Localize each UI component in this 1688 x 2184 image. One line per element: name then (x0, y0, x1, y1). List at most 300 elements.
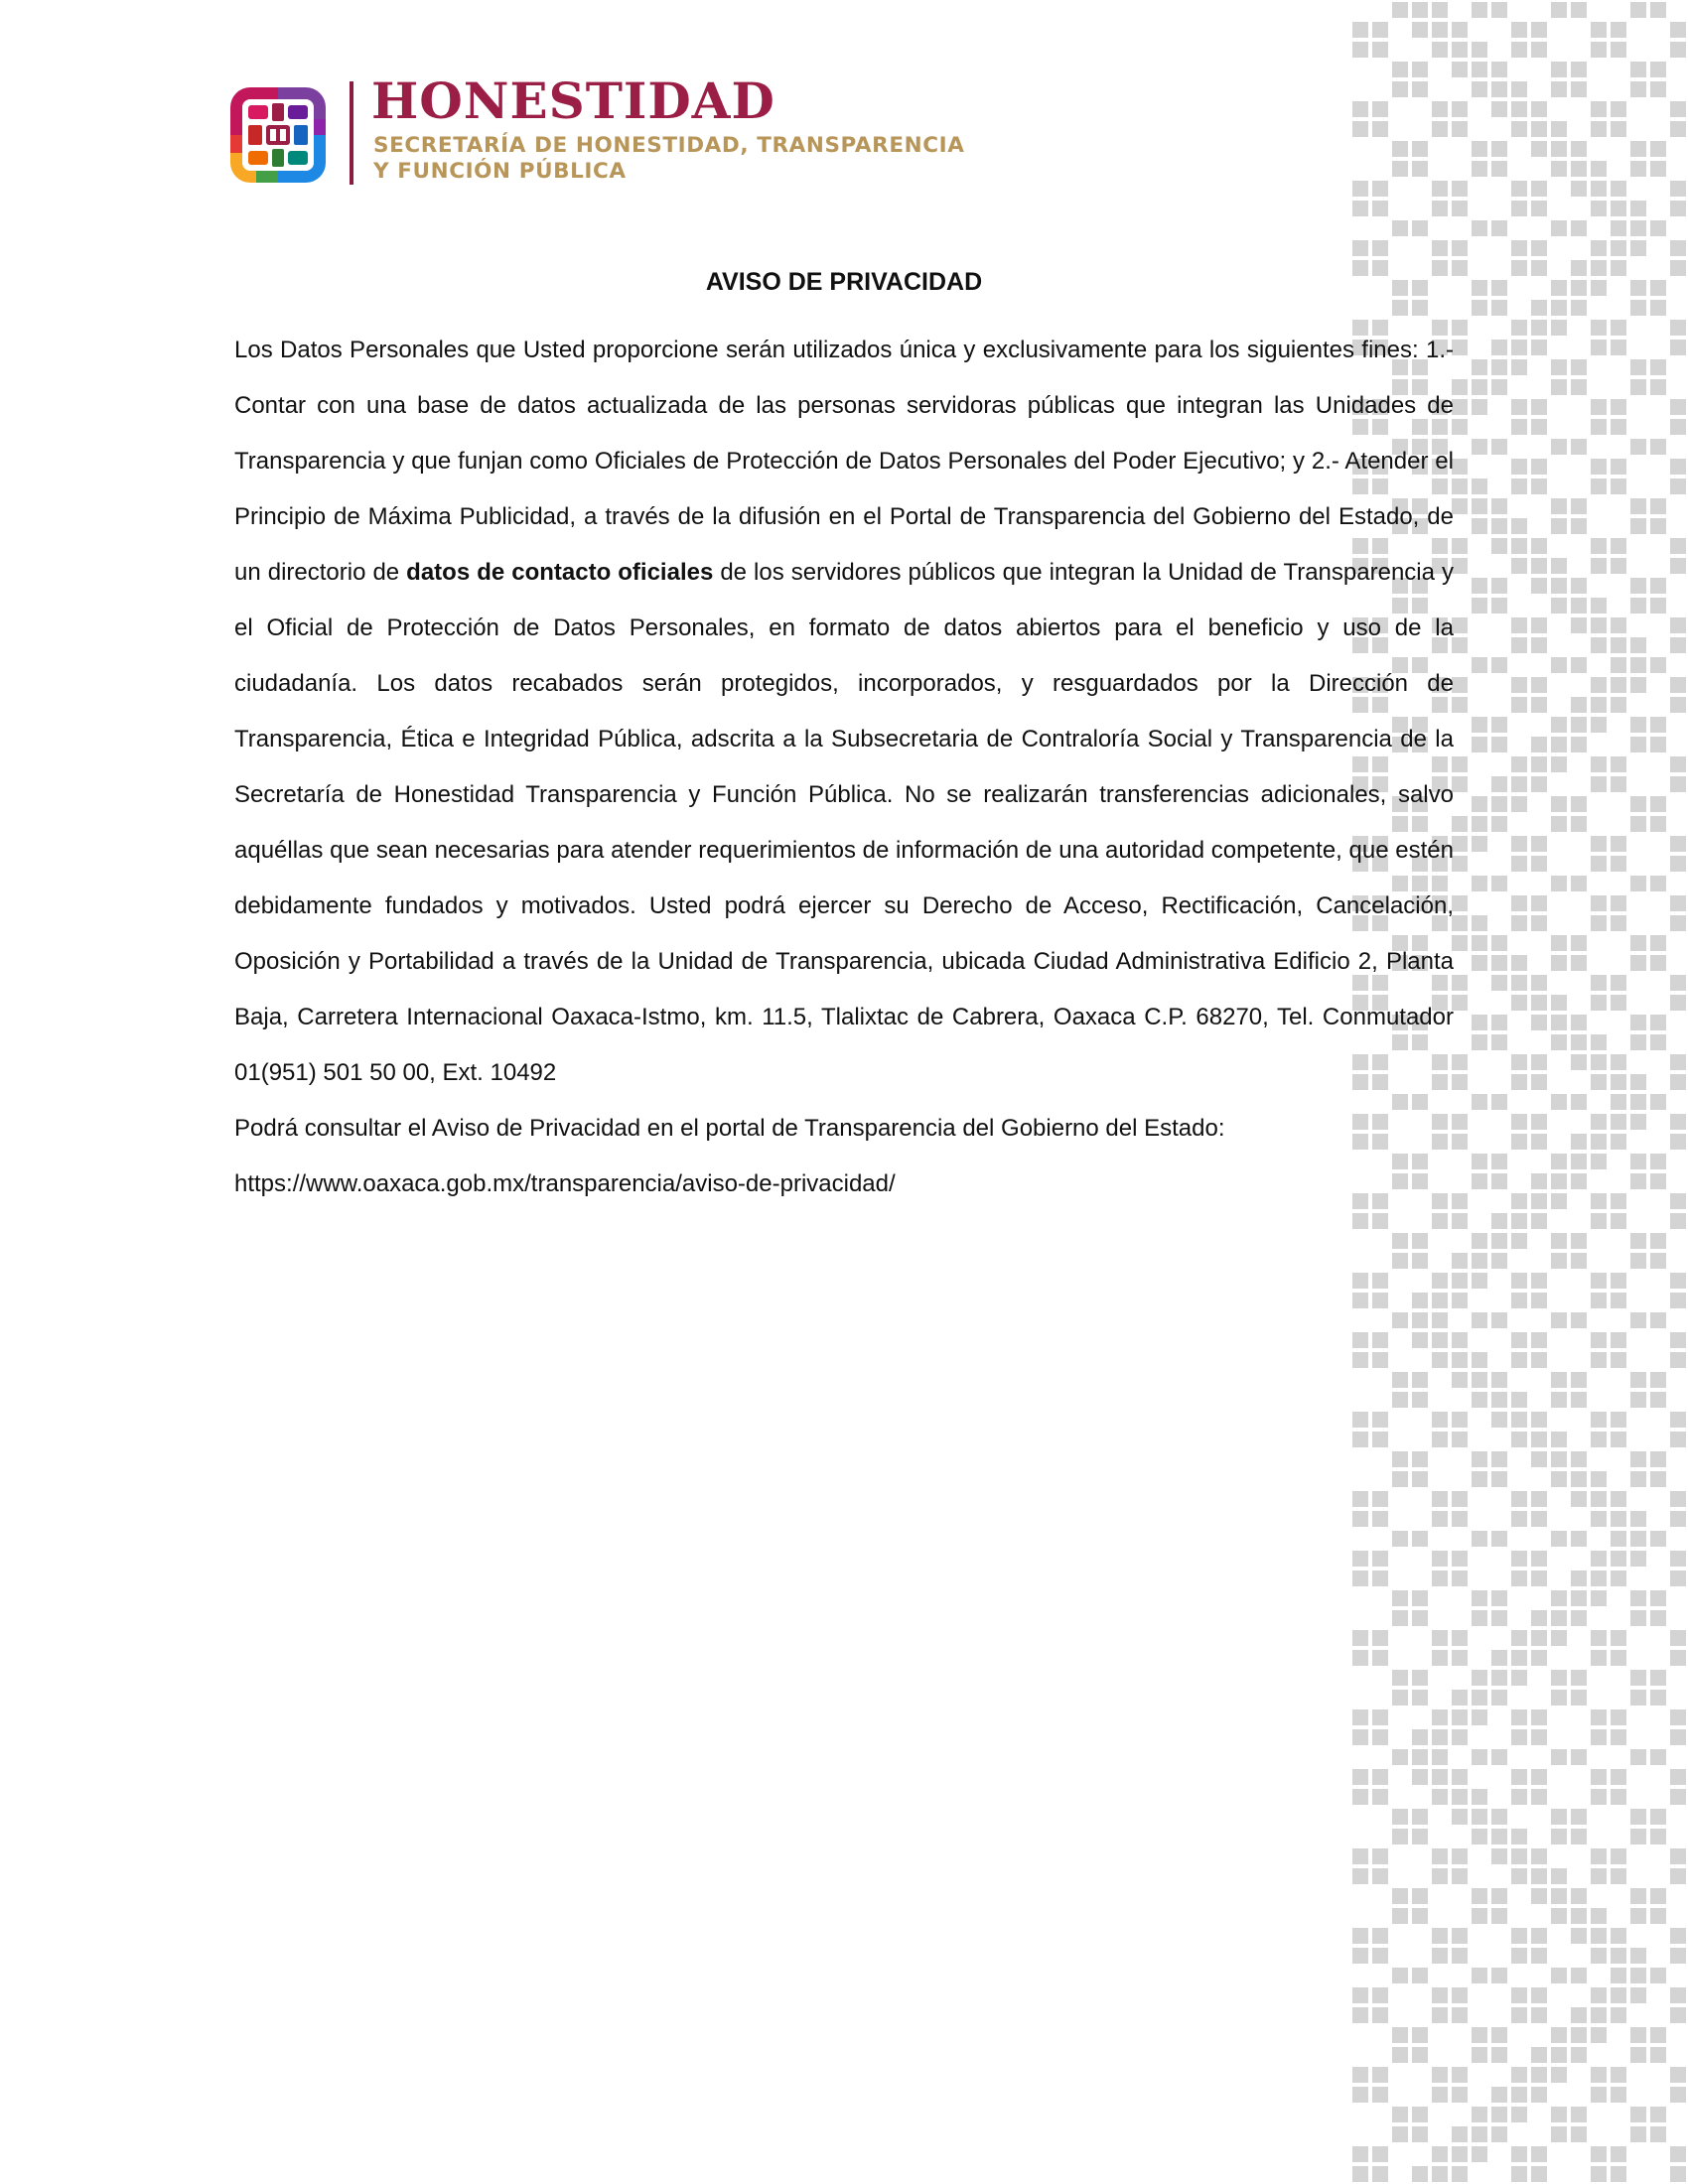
pattern-tile (1531, 121, 1547, 137)
pattern-tile (1511, 260, 1527, 276)
pattern-tile (1412, 2027, 1428, 2043)
pattern-tile (1591, 677, 1607, 693)
pattern-tile (1551, 1451, 1567, 1467)
pattern-tile (1491, 876, 1507, 891)
pattern-tile (1491, 1034, 1507, 1050)
pattern-tile (1452, 1253, 1468, 1269)
pattern-tile (1452, 1193, 1468, 1209)
brand-subtitle-line1: SECRETARÍA DE HONESTIDAD, TRANSPARENCIA (373, 133, 965, 158)
pattern-tile (1511, 1570, 1527, 1586)
pattern-tile (1611, 1293, 1626, 1308)
pattern-tile (1352, 1432, 1368, 1447)
pattern-tile (1491, 340, 1507, 355)
pattern-tile (1372, 1491, 1388, 1507)
pattern-tile (1452, 419, 1468, 435)
pattern-tile (1611, 181, 1626, 197)
pattern-tile (1551, 81, 1567, 97)
pattern-tile (1412, 1392, 1428, 1408)
pattern-tile (1472, 81, 1487, 97)
pattern-tile (1491, 379, 1507, 395)
pattern-tile (1650, 578, 1666, 594)
pattern-tile (1531, 459, 1547, 475)
pattern-tile (1670, 776, 1686, 792)
pattern-tile (1372, 1928, 1388, 1944)
pattern-tile (1670, 1491, 1686, 1507)
pattern-tile (1432, 1491, 1448, 1507)
pattern-tile (1571, 1590, 1587, 1606)
pattern-tile (1670, 419, 1686, 435)
pattern-tile (1491, 2126, 1507, 2142)
pattern-tile (1511, 101, 1527, 117)
pattern-tile (1531, 260, 1547, 276)
pattern-tile (1571, 657, 1587, 673)
pattern-tile (1611, 995, 1626, 1011)
pattern-tile (1511, 1293, 1527, 1308)
pattern-tile (1352, 2007, 1368, 2023)
pattern-tile (1551, 2, 1567, 18)
pattern-tile (1551, 62, 1567, 77)
pattern-tile (1571, 81, 1587, 97)
pattern-tile (1452, 1729, 1468, 1745)
pattern-tile (1650, 1670, 1666, 1686)
pattern-tile (1392, 2107, 1408, 2122)
pattern-tile (1591, 201, 1607, 216)
pattern-tile (1670, 1789, 1686, 1805)
pattern-tile (1591, 1412, 1607, 1428)
institution-header (226, 71, 1021, 189)
pattern-tile (1670, 2146, 1686, 2162)
pattern-tile (1352, 240, 1368, 256)
pattern-tile (1452, 1412, 1468, 1428)
pattern-tile (1412, 2166, 1428, 2182)
pattern-tile (1630, 240, 1646, 256)
pattern-tile (1591, 1590, 1607, 1606)
pattern-tile (1372, 1650, 1388, 1666)
pattern-tile (1591, 915, 1607, 931)
pattern-tile (1670, 1432, 1686, 1447)
pattern-tile (1611, 1193, 1626, 1209)
pattern-tile (1412, 220, 1428, 236)
pattern-tile (1511, 340, 1527, 355)
pattern-tile (1630, 876, 1646, 891)
pattern-tile (1491, 796, 1507, 812)
pattern-tile (1571, 796, 1587, 812)
pattern-tile (1591, 459, 1607, 475)
pattern-tile (1591, 1273, 1607, 1289)
pattern-tile (1511, 1848, 1527, 1864)
pattern-tile (1511, 2007, 1527, 2023)
pattern-tile (1630, 1531, 1646, 1547)
pattern-tile (1491, 578, 1507, 594)
pattern-tile (1511, 399, 1527, 415)
pattern-tile (1531, 1273, 1547, 1289)
pattern-tile (1630, 1968, 1646, 1983)
pattern-tile (1372, 1769, 1388, 1785)
pattern-tile (1352, 1332, 1368, 1348)
pattern-tile (1452, 1551, 1468, 1567)
pattern-tile (1472, 657, 1487, 673)
pattern-tile (1630, 1253, 1646, 1269)
pattern-tile (1571, 1670, 1587, 1686)
pattern-tile (1630, 1114, 1646, 1130)
pattern-tile (1372, 101, 1388, 117)
pattern-tile (1452, 1868, 1468, 1884)
pattern-tile (1571, 598, 1587, 614)
pattern-tile (1591, 1948, 1607, 1964)
pattern-tile (1571, 260, 1587, 276)
pattern-tile (1412, 2, 1428, 18)
pattern-tile (1472, 1590, 1487, 1606)
pattern-tile (1412, 141, 1428, 157)
pattern-tile (1372, 1273, 1388, 1289)
pattern-tile (1452, 1114, 1468, 1130)
pattern-tile (1472, 161, 1487, 177)
pattern-tile (1511, 538, 1527, 554)
pattern-tile (1511, 240, 1527, 256)
pattern-tile (1670, 2007, 1686, 2023)
pattern-tile (1650, 1908, 1666, 1924)
pattern-tile (1472, 2107, 1487, 2122)
pattern-tile (1452, 201, 1468, 216)
pattern-tile (1472, 1451, 1487, 1467)
pattern-tile (1472, 478, 1487, 494)
pattern-tile (1472, 1610, 1487, 1626)
pattern-tile (1511, 478, 1527, 494)
pattern-tile (1630, 1590, 1646, 1606)
pattern-tile (1472, 816, 1487, 832)
pattern-tile (1650, 1015, 1666, 1030)
pattern-tile (1591, 1709, 1607, 1725)
pattern-tile (1650, 1610, 1666, 1626)
pattern-tile (1432, 1729, 1448, 1745)
pattern-tile (1551, 2067, 1567, 2083)
pattern-tile (1531, 240, 1547, 256)
pattern-tile (1571, 1154, 1587, 1169)
pattern-tile (1412, 62, 1428, 77)
pattern-tile (1611, 1332, 1626, 1348)
pattern-tile (1432, 1412, 1448, 1428)
paragraph1-text-a: Los Datos Personales que Usted proporcione serán utilizados única y exclusivamente para los siguientes fines: 1.- Contar con una base de datos actualizada de las personas servidoras públicas que integran las Unidades de Transparencia y que funjan como Oficiales de Protección de Datos Personales del Poder Ejecutivo; y 2.- Atender el Principio de Máxima Publicidad, a través de la difusión en el Portal de Transparencia del Gobierno del Estado, de un directorio de (234, 337, 1454, 586)
pattern-tile (1670, 1213, 1686, 1229)
pattern-tile (1511, 915, 1527, 931)
pattern-tile (1551, 1432, 1567, 1447)
pattern-tile (1611, 1551, 1626, 1567)
pattern-tile (1531, 1928, 1547, 1944)
pattern-tile (1452, 2126, 1468, 2142)
pattern-tile (1472, 280, 1487, 296)
pattern-tile (1531, 1868, 1547, 1884)
pattern-tile (1432, 42, 1448, 58)
pattern-tile (1511, 1829, 1527, 1844)
pattern-tile (1412, 1610, 1428, 1626)
pattern-tile (1531, 1551, 1547, 1567)
pattern-tile (1571, 181, 1587, 197)
pattern-tile (1611, 558, 1626, 574)
pattern-tile (1452, 975, 1468, 991)
pattern-tile (1372, 2067, 1388, 2083)
pattern-tile (1452, 2146, 1468, 2162)
pattern-tile (1571, 1034, 1587, 1050)
pattern-tile (1452, 1630, 1468, 1646)
pattern-tile (1630, 2, 1646, 18)
pattern-tile (1531, 1769, 1547, 1785)
pattern-tile (1531, 1948, 1547, 1964)
pattern-tile (1472, 717, 1487, 733)
pattern-tile (1511, 1392, 1527, 1408)
pattern-tile (1611, 1054, 1626, 1070)
pattern-tile (1591, 1908, 1607, 1924)
pattern-tile (1511, 1412, 1527, 1428)
pattern-tile (1452, 2166, 1468, 2182)
pattern-tile (1551, 498, 1567, 514)
pattern-tile (1630, 2126, 1646, 2142)
pattern-tile (1650, 598, 1666, 614)
pattern-tile (1352, 2067, 1368, 2083)
pattern-tile (1670, 637, 1686, 653)
pattern-tile (1472, 1233, 1487, 1249)
pattern-tile (1372, 1511, 1388, 1527)
pattern-tile (1591, 1054, 1607, 1070)
pattern-tile (1591, 538, 1607, 554)
pattern-tile (1591, 1789, 1607, 1805)
pattern-tile (1392, 1908, 1408, 1924)
pattern-tile (1452, 935, 1468, 951)
pattern-tile (1511, 1948, 1527, 1964)
pattern-tile (1472, 220, 1487, 236)
pattern-tile (1531, 1412, 1547, 1428)
pattern-tile (1491, 1392, 1507, 1408)
pattern-tile (1551, 717, 1567, 733)
pattern-tile (1611, 856, 1626, 872)
pattern-tile (1670, 1193, 1686, 1209)
pattern-tile (1432, 1551, 1448, 1567)
pattern-tile (1432, 2087, 1448, 2103)
pattern-tile (1611, 1531, 1626, 1547)
paragraph1-bold-text: datos de contacto oficiales (406, 559, 714, 586)
pattern-tile (1551, 1034, 1567, 1050)
pattern-tile (1670, 756, 1686, 772)
pattern-tile (1571, 1372, 1587, 1388)
pattern-tile (1472, 62, 1487, 77)
pattern-tile (1571, 1134, 1587, 1150)
pattern-tile (1630, 637, 1646, 653)
pattern-tile (1591, 1650, 1607, 1666)
pattern-tile (1571, 2047, 1587, 2063)
pattern-tile (1491, 737, 1507, 752)
pattern-tile (1551, 1610, 1567, 1626)
pattern-tile (1392, 1233, 1408, 1249)
pattern-tile (1531, 836, 1547, 852)
pattern-tile (1511, 1054, 1527, 1070)
pattern-tile (1571, 2107, 1587, 2122)
pattern-tile (1452, 538, 1468, 554)
pattern-tile (1412, 1888, 1428, 1904)
pattern-tile (1650, 657, 1666, 673)
pattern-tile (1611, 677, 1626, 693)
pattern-tile (1611, 22, 1626, 38)
pattern-tile (1611, 220, 1626, 236)
pattern-tile (1571, 1312, 1587, 1328)
pattern-tile (1551, 935, 1567, 951)
pattern-tile (1511, 201, 1527, 216)
pattern-tile (1511, 1511, 1527, 1527)
pattern-tile (1511, 637, 1527, 653)
pattern-tile (1511, 1769, 1527, 1785)
pattern-tile (1352, 1650, 1368, 1666)
pattern-tile (1392, 1531, 1408, 1547)
pattern-tile (1472, 1908, 1487, 1924)
pattern-tile (1551, 1908, 1567, 1924)
pattern-tile (1670, 1709, 1686, 1725)
pattern-tile (1352, 1709, 1368, 1725)
pattern-tile (1491, 2027, 1507, 2043)
pattern-tile (1591, 121, 1607, 137)
pattern-tile (1650, 141, 1666, 157)
pattern-tile (1452, 697, 1468, 713)
pattern-tile (1472, 1471, 1487, 1487)
pattern-tile (1452, 856, 1468, 872)
pattern-tile (1571, 2007, 1587, 2023)
pattern-tile (1412, 1749, 1428, 1765)
pattern-tile (1611, 1114, 1626, 1130)
privacy-notice-body (234, 323, 1454, 1212)
pattern-tile (1412, 1908, 1428, 1924)
pattern-tile (1352, 1570, 1368, 1586)
pattern-tile (1630, 300, 1646, 316)
pattern-tile (1432, 1928, 1448, 1944)
pattern-tile (1511, 518, 1527, 534)
pattern-tile (1491, 300, 1507, 316)
pattern-tile (1432, 1987, 1448, 2003)
pattern-tile (1392, 1809, 1408, 1825)
pattern-tile (1571, 816, 1587, 832)
pattern-tile (1571, 300, 1587, 316)
pattern-tile (1511, 697, 1527, 713)
pattern-tile (1670, 677, 1686, 693)
privacy-notice-url[interactable]: https://www.oaxaca.gob.mx/transparencia/aviso-de-privacidad/ (234, 1170, 896, 1197)
pattern-tile (1372, 22, 1388, 38)
pattern-tile (1472, 439, 1487, 455)
pattern-tile (1591, 1114, 1607, 1130)
pattern-tile (1511, 856, 1527, 872)
pattern-tile (1551, 1590, 1567, 1606)
pattern-tile (1432, 2007, 1448, 2023)
pattern-tile (1670, 558, 1686, 574)
pattern-tile (1352, 1848, 1368, 1864)
pattern-tile (1472, 518, 1487, 534)
pattern-tile (1531, 756, 1547, 772)
pattern-tile (1630, 796, 1646, 812)
pattern-tile (1531, 1114, 1547, 1130)
pattern-tile (1491, 1213, 1507, 1229)
pattern-tile (1452, 1928, 1468, 1944)
paragraph1-text-b: de los servidores públicos que integran la Unidad de Transparencia y el Oficial de Protección de Datos Personales, en formato de datos abiertos para el beneficio y uso de la ciudadanía. Los datos recabados serán protegidos, incorporados, y resguardados por la Dirección de Transparencia, Ética e Integridad Pública, adscrita a la Subsecretaria de Contraloría Social y Transparencia de la Secretaría de Honestidad Transparencia y Función Pública. No se realizarán transferencias adicionales, salvo aquéllas que sean necesarias para atender requerimientos de información de una autoridad competente, que estén debidamente fundados y motivados. Usted podrá ejercer su Derecho de Acceso, Rectificación, Cancelación, Oposición y Portabilidad a través de la Unidad de Transparencia, ubicada Ciudad Administrativa Edificio 2, Planta Baja, Carretera Internacional Oaxaca-Istmo, km. 11.5, Tlalixtac de Cabrera, Oaxaca C.P. 68270, Tel. Conmutador 01(951) 501 50 00, Ext. 10492 (234, 559, 1454, 1086)
pattern-tile (1630, 280, 1646, 296)
pattern-tile (1472, 598, 1487, 614)
pattern-tile (1571, 220, 1587, 236)
pattern-tile (1650, 439, 1666, 455)
pattern-tile (1452, 1848, 1468, 1864)
pattern-tile (1551, 2107, 1567, 2122)
pattern-tile (1372, 121, 1388, 137)
pattern-tile (1670, 1074, 1686, 1090)
pattern-tile (1531, 2007, 1547, 2023)
pattern-tile (1491, 1154, 1507, 1169)
pattern-tile (1352, 1987, 1368, 2003)
pattern-tile (1611, 756, 1626, 772)
pattern-tile (1630, 737, 1646, 752)
pattern-tile (1432, 1213, 1448, 1229)
pattern-tile (1511, 776, 1527, 792)
pattern-tile (1531, 578, 1547, 594)
pattern-tile (1650, 518, 1666, 534)
pattern-tile (1472, 1392, 1487, 1408)
pattern-tile (1491, 1412, 1507, 1428)
pattern-tile (1531, 1491, 1547, 1507)
pattern-tile (1670, 181, 1686, 197)
privacy-paragraph-1 (234, 323, 1454, 1101)
pattern-tile (1551, 1888, 1567, 1904)
pattern-tile (1571, 1491, 1587, 1507)
pattern-tile (1591, 756, 1607, 772)
pattern-tile (1611, 1511, 1626, 1527)
pattern-tile (1630, 1372, 1646, 1388)
pattern-tile (1571, 2027, 1587, 2043)
pattern-tile (1670, 1332, 1686, 1348)
pattern-tile (1511, 2067, 1527, 2083)
pattern-tile (1452, 617, 1468, 633)
pattern-tile (1551, 1094, 1567, 1110)
pattern-tile (1491, 538, 1507, 554)
pattern-tile (1432, 1650, 1448, 1666)
pattern-tile (1650, 1968, 1666, 1983)
pattern-tile (1670, 1114, 1686, 1130)
pattern-tile (1412, 1690, 1428, 1706)
pattern-tile (1352, 1551, 1368, 1567)
pattern-tile (1591, 181, 1607, 197)
pattern-tile (1571, 1471, 1587, 1487)
pattern-tile (1432, 2067, 1448, 2083)
pattern-tile (1491, 101, 1507, 117)
pattern-tile (1571, 280, 1587, 296)
pattern-tile (1452, 1054, 1468, 1070)
pattern-tile (1571, 1829, 1587, 1844)
pattern-tile (1452, 22, 1468, 38)
pattern-tile (1551, 558, 1567, 574)
pattern-tile (1491, 1809, 1507, 1825)
pattern-tile (1491, 1173, 1507, 1189)
pattern-tile (1491, 1670, 1507, 1686)
pattern-tile (1630, 1074, 1646, 1090)
pattern-tile (1630, 717, 1646, 733)
pattern-tile (1551, 1531, 1567, 1547)
pattern-tile (1591, 1193, 1607, 1209)
pattern-tile (1650, 1829, 1666, 1844)
pattern-tile (1630, 1511, 1646, 1527)
pattern-tile (1412, 1372, 1428, 1388)
pattern-tile (1352, 1769, 1368, 1785)
pattern-tile (1551, 1015, 1567, 1030)
pattern-tile (1650, 359, 1666, 375)
pattern-tile (1571, 359, 1587, 375)
pattern-tile (1452, 895, 1468, 911)
pattern-tile (1491, 1471, 1507, 1487)
pattern-tile (1491, 657, 1507, 673)
pattern-tile (1531, 201, 1547, 216)
pattern-tile (1392, 62, 1408, 77)
pattern-tile (1650, 1451, 1666, 1467)
pattern-tile (1472, 1968, 1487, 1983)
